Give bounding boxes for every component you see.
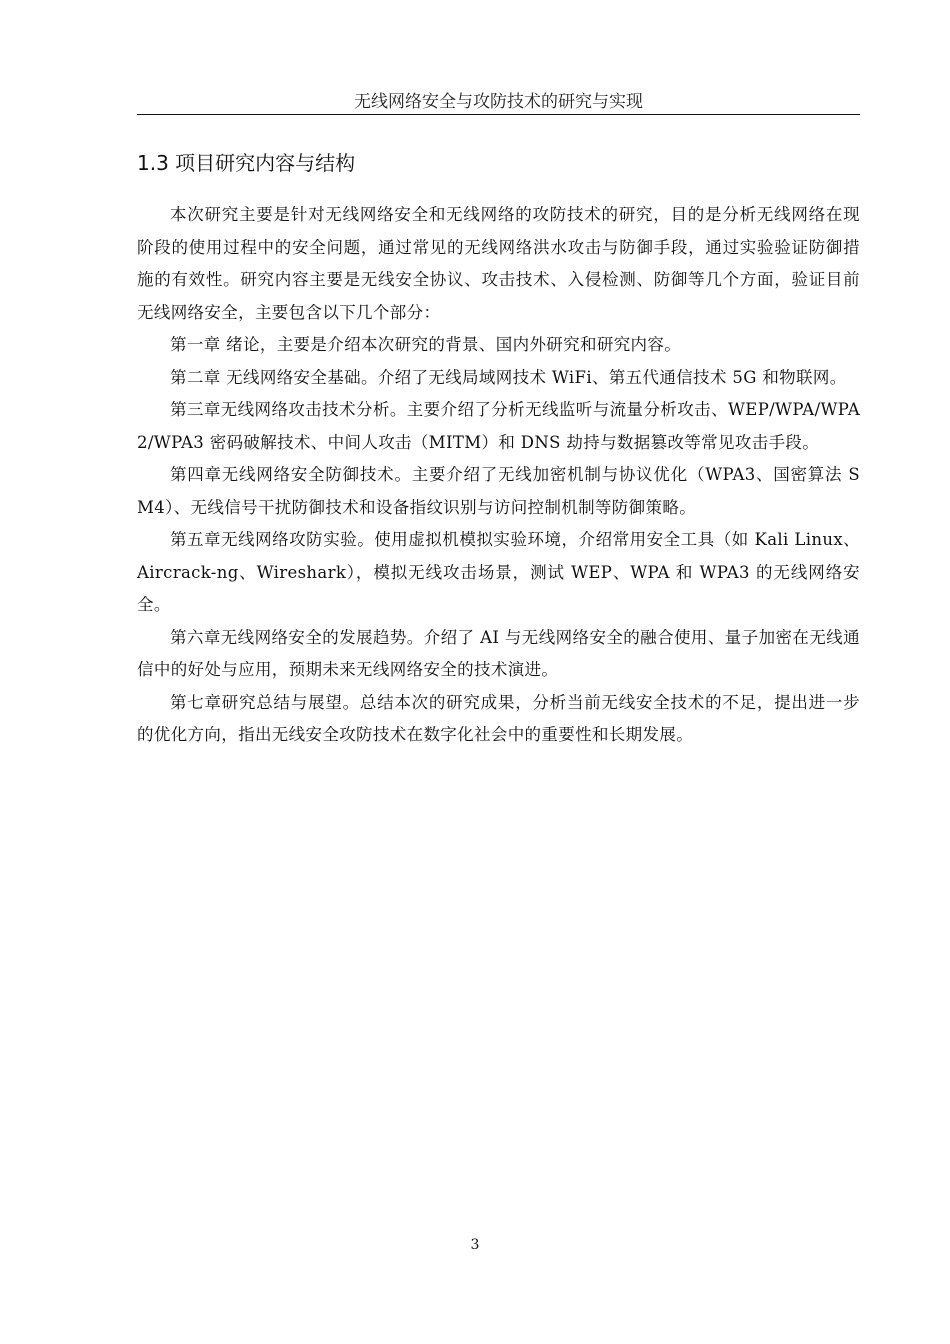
paragraph-chapter-3: 第三章无线网络攻击技术分析。主要介绍了分析无线监听与流量分析攻击、WEP/WPA/WPA2/WPA3 密码破解技术、中间人攻击（MITM）和 DNS 劫持与数据篡改等常见攻击手段。 <box>137 400 860 452</box>
paragraph-chapter-7: 第七章研究总结与展望。总结本次的研究成果，分析当前无线安全技术的不足，提出进一步的优化方向，指出无线安全攻防技术在数字化社会中的重要性和长期发展。 <box>137 692 860 744</box>
page-number: 3 <box>470 1237 480 1253</box>
section-heading: 1.3 项目研究内容与结构 <box>137 151 356 175</box>
paragraph-chapter-4: 第四章无线网络安全防御技术。主要介绍了无线加密机制与协议优化（WPA3、国密算法 SM4）、无线信号干扰防御技术和设备指纹识别与访问控制机制等防御策略。 <box>137 465 860 517</box>
paragraph-intro: 本次研究主要是针对无线网络安全和无线网络的攻防技术的研究，目的是分析无线网络在现阶段的使用过程中的安全问题，通过常见的无线网络洪水攻击与防御手段，通过实验验证防御措施的有效性。研究内容主要是无线安全协议、攻击技术、入侵检测、防御等几个方面，验证目前无线网络安全，主要包含以下几个部分： <box>137 205 860 322</box>
paragraph-chapter-2: 第二章 无线网络安全基础。介绍了无线局域网技术 WiFi、第五代通信技术 5G 和物联网。 <box>170 367 847 387</box>
paragraph-chapter-5: 第五章无线网络攻防实验。使用虚拟机模拟实验环境，介绍常用安全工具（如 Kali Linux、Aircrack-ng、Wireshark），模拟无线攻击场景，测试 WEP、WPA 和 WPA3 的无线网络安全。 <box>137 530 860 614</box>
header-divider <box>137 114 860 115</box>
body-text <box>137 199 860 752</box>
running-header-title: 无线网络安全与攻防技术的研究与实现 <box>354 92 643 112</box>
paragraph-chapter-6: 第六章无线网络安全的发展趋势。介绍了 AI 与无线网络安全的融合使用、量子加密在无线通信中的好处与应用，预期未来无线网络安全的技术演进。 <box>137 627 860 679</box>
paragraph-chapter-1: 第一章 绪论，主要是介绍本次研究的背景、国内外研究和研究内容。 <box>170 335 682 354</box>
